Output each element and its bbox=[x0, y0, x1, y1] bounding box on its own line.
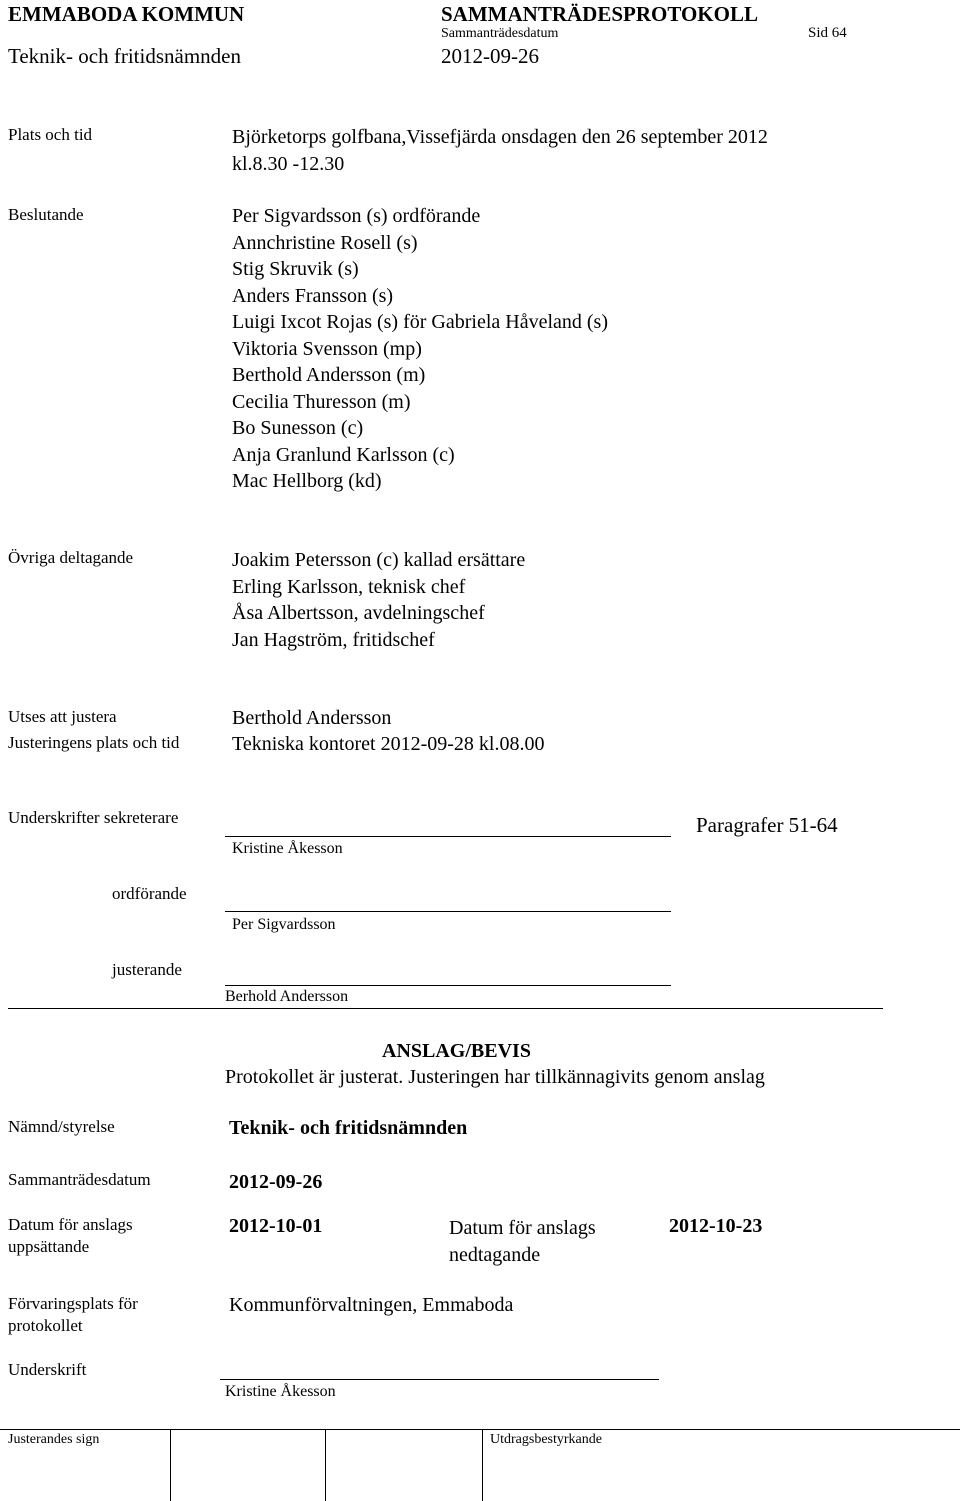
signatures-label: Underskrifter sekreterare bbox=[8, 808, 179, 827]
storage-label: Förvaringsplats för protokollet bbox=[8, 1294, 138, 1335]
place-label: Plats och tid bbox=[8, 125, 93, 144]
posting-date: 2012-10-01 bbox=[229, 1215, 323, 1237]
deciding-member: Cecilia Thuresson (m) bbox=[232, 390, 411, 413]
deciding-member: Viktoria Svensson (mp) bbox=[232, 337, 422, 360]
other-participant: Erling Karlsson, teknisk chef bbox=[232, 575, 466, 598]
adjust-place-time: Tekniska kontoret 2012-09-28 kl.08.00 bbox=[232, 733, 545, 755]
other-participant: Joakim Petersson (c) kallad ersättare bbox=[232, 549, 526, 571]
deciding-label: Beslutande bbox=[8, 205, 84, 224]
adjuster-sign-label: justerande bbox=[112, 960, 182, 979]
adjuster-label: Utses att justera bbox=[8, 707, 117, 726]
removal-date-label: Datum för anslags nedtagande bbox=[449, 1217, 596, 1266]
notice-signer-name: Kristine Åkesson bbox=[225, 1383, 336, 1400]
section-divider bbox=[8, 1008, 883, 1009]
footer-divider bbox=[170, 1429, 171, 1501]
notice-date: 2012-09-26 bbox=[229, 1171, 323, 1193]
municipality-name: EMMABODA KOMMUN bbox=[8, 2, 245, 26]
footer-divider bbox=[482, 1429, 483, 1501]
page-number: Sid 64 bbox=[808, 25, 847, 41]
storage-place: Kommunförvaltningen, Emmaboda bbox=[229, 1294, 514, 1316]
deciding-member: Berthold Andersson (m) bbox=[232, 364, 426, 386]
deciding-member: Luigi Ixcot Rojas (s) för Gabriela Håveland (s) bbox=[232, 311, 608, 333]
adjusters-sign-label: Justerandes sign bbox=[8, 1432, 100, 1447]
board-name: Teknik- och fritidsnämnden bbox=[229, 1117, 468, 1139]
paragraphs-range: Paragrafer 51-64 bbox=[696, 813, 838, 837]
posting-date-label: Datum för anslags uppsättande bbox=[8, 1215, 133, 1256]
chair-label: ordförande bbox=[112, 884, 187, 903]
committee-name: Teknik- och fritidsnämnden bbox=[8, 44, 241, 68]
place-line-2: kl.8.30 -12.30 bbox=[232, 153, 345, 175]
chair-signature-line bbox=[225, 911, 671, 912]
notice-signature-line bbox=[220, 1379, 659, 1380]
notice-title: ANSLAG/BEVIS bbox=[382, 1040, 531, 1062]
others-label: Övriga deltagande bbox=[8, 548, 134, 567]
deciding-member: Annchristine Rosell (s) bbox=[232, 231, 418, 254]
signature-label: Underskrift bbox=[8, 1360, 87, 1379]
footer-top-border bbox=[0, 1429, 960, 1430]
chair-name: Per Sigvardsson bbox=[232, 916, 336, 933]
meeting-date: 2012-09-26 bbox=[441, 44, 539, 68]
place-line-1: Björketorps golfbana,Vissefjärda onsdagen den 26 september 2012 bbox=[232, 126, 768, 148]
date-label: Sammanträdesdatum bbox=[441, 26, 559, 41]
deciding-member: Bo Sunesson (c) bbox=[232, 417, 364, 439]
deciding-member: Stig Skruvik (s) bbox=[232, 258, 359, 280]
deciding-member: Anders Fransson (s) bbox=[232, 284, 394, 307]
adjuster-signature-line bbox=[225, 985, 671, 986]
other-participant: Åsa Albertsson, avdelningschef bbox=[232, 602, 485, 624]
adjuster-signer-name: Berhold Andersson bbox=[225, 988, 349, 1005]
deciding-member: Mac Hellborg (kd) bbox=[232, 470, 382, 492]
board-label: Nämnd/styrelse bbox=[8, 1117, 115, 1136]
extract-cert-label: Utdragsbestyrkande bbox=[490, 1432, 602, 1447]
adjust-place-label: Justeringens plats och tid bbox=[8, 733, 180, 752]
others-list bbox=[232, 547, 525, 653]
document-type: SAMMANTRÄDESPROTOKOLL bbox=[441, 2, 758, 26]
deciding-member: Per Sigvardsson (s) ordförande bbox=[232, 205, 481, 227]
notice-text: Protokollet är justerat. Justeringen har tillkännagivits genom anslag bbox=[225, 1066, 765, 1088]
deciding-member: Anja Granlund Karlsson (c) bbox=[232, 443, 455, 466]
notice-date-label: Sammanträdesdatum bbox=[8, 1170, 151, 1189]
removal-date: 2012-10-23 bbox=[669, 1215, 763, 1237]
other-participant: Jan Hagström, fritidschef bbox=[232, 628, 435, 651]
deciding-list bbox=[232, 203, 608, 495]
adjuster-name: Berthold Andersson bbox=[232, 707, 392, 729]
secretary-name: Kristine Åkesson bbox=[232, 840, 343, 857]
footer-divider bbox=[325, 1429, 326, 1501]
secretary-signature-line bbox=[225, 836, 671, 837]
